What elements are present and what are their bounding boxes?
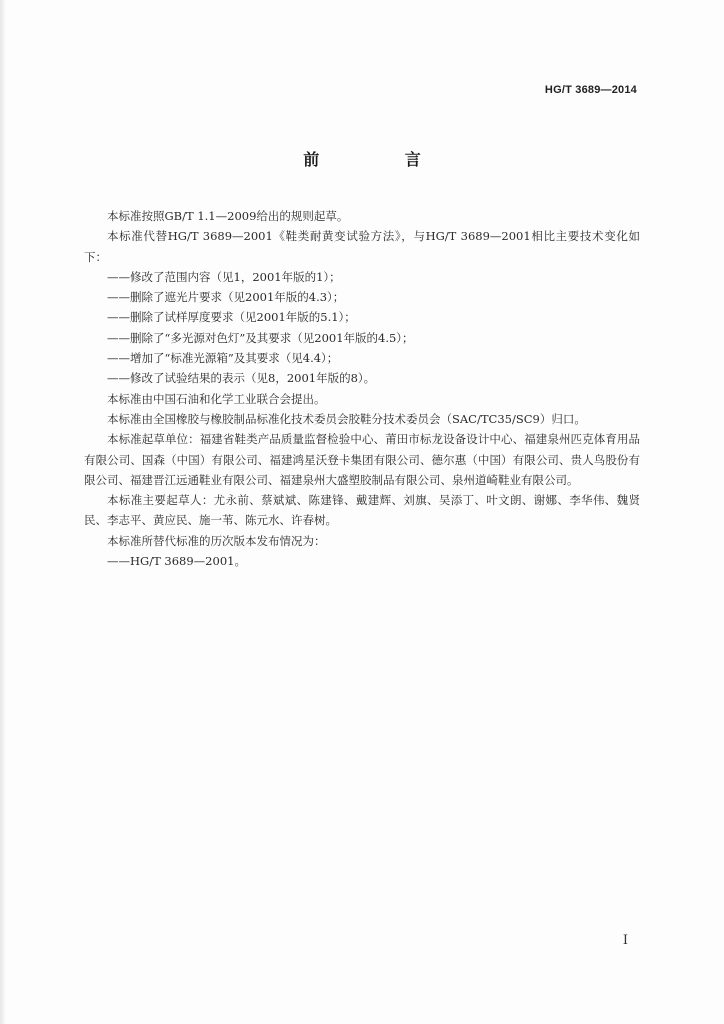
paragraph-drafting-rules: 本标准按照GB/T 1.1—2009给出的规则起草。 xyxy=(107,209,349,223)
change-item: ——修改了范围内容（见1，2001年版的1）； xyxy=(107,269,341,284)
history-item: ——HG/T 3689—2001。 xyxy=(107,554,246,569)
page-title: 前 言 xyxy=(303,150,461,169)
page-number: I xyxy=(622,933,628,948)
paragraph-history-intro: 本标准所替代标准的历次版本发布情况为： xyxy=(107,533,326,548)
paragraph-technical-committee: 本标准由全国橡胶与橡胶制品标准化技术委员会胶鞋分技术委员会（SAC/TC35/SC9）归口。 xyxy=(107,411,586,426)
change-item: ——增加了“标准光源箱”及其要求（见4.4）； xyxy=(107,351,339,366)
change-item: ——修改了试验结果的表示（见8，2001年版的8）。 xyxy=(107,371,376,386)
standard-code: HG/T 3689—2014 xyxy=(544,84,637,96)
change-item: ——删除了“多光源对色灯”及其要求（见2001年版的4.5）； xyxy=(107,330,414,345)
paragraph-replacement: 本标准代替HG/T 3689—2001《鞋类耐黄变试验方法》，与HG/T 3689—2001相比主要技术变化如下： xyxy=(84,229,640,264)
paragraph-drafters: 本标准主要起草人：尤永前、蔡斌斌、陈建锋、戴建辉、刘旗、吴添丁、叶文朗、谢娜、李华伟、魏贤民、李志平、黄应民、施一苇、陈元水、许春树。 xyxy=(84,493,640,528)
paragraph-proposer: 本标准由中国石油和化学工业联合会提出。 xyxy=(107,391,326,406)
change-item: ——删除了试样厚度要求（见2001年版的5.1）； xyxy=(107,310,356,325)
foreword-body xyxy=(84,206,640,571)
change-item: ——删除了遮光片要求（见2001年版的4.3）； xyxy=(107,290,345,305)
paragraph-drafting-units: 本标准起草单位：福建省鞋类产品质量监督检验中心、莆田市标龙设备设计中心、福建泉州匹克体育用品有限公司、国森（中国）有限公司、福建鸿星沃登卡集团有限公司、德尔惠（中国）有限公司、贵人鸟股份有限公司、福建晋江远通鞋业有限公司、福建泉州大盛塑胶制品有限公司、泉州道崎鞋业有限公司。 xyxy=(84,432,640,487)
